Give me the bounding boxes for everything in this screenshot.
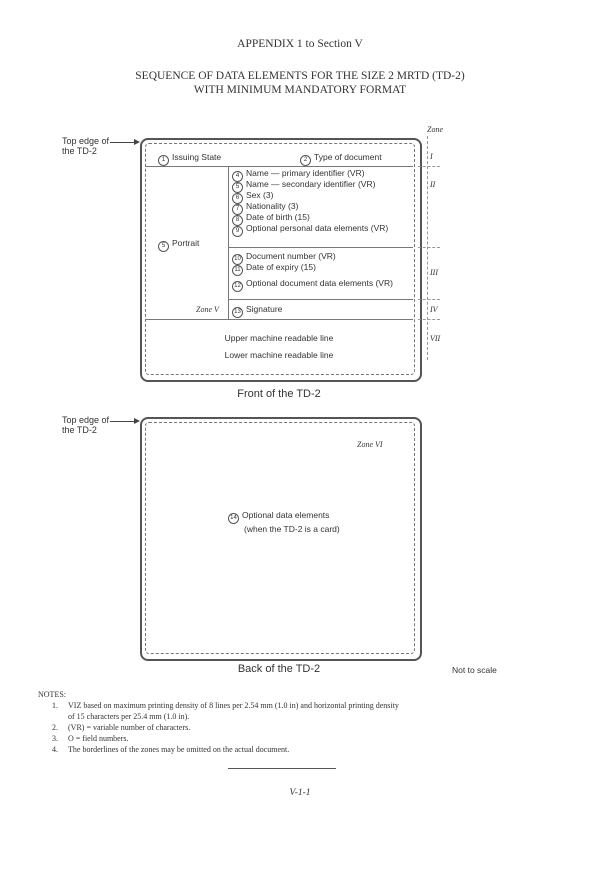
optional-data-label: Optional data elements bbox=[242, 510, 330, 520]
optional-data-elements bbox=[228, 510, 340, 535]
note-number: 2. bbox=[52, 723, 58, 732]
field-number-14: 14 bbox=[228, 513, 239, 524]
zone-ii-item bbox=[232, 179, 388, 190]
front-top-edge-label-1: Top edge of bbox=[62, 136, 110, 146]
zone-tick bbox=[418, 299, 440, 300]
zone-i-marker: I bbox=[430, 152, 433, 161]
zone-ii-divider bbox=[228, 247, 413, 248]
footer-rule bbox=[228, 768, 336, 769]
note-number: 3. bbox=[52, 734, 58, 743]
note-text: VIZ based on maximum printing density of 8 lines per 2.54 mm (1.0 in) and horizontal printing density bbox=[68, 701, 399, 710]
portrait bbox=[158, 238, 199, 249]
zone-ii-item-label: Date of birth (15) bbox=[246, 212, 310, 222]
zone-tick bbox=[418, 319, 440, 320]
issuing-state-label: Issuing State bbox=[172, 152, 222, 162]
zone-iii-items bbox=[232, 251, 393, 289]
field-number: 4 bbox=[232, 171, 243, 182]
note-item bbox=[52, 733, 572, 744]
front-top-edge-label-2: the TD-2 bbox=[62, 146, 97, 156]
zone-i-divider bbox=[145, 166, 413, 167]
note-number: 1. bbox=[52, 701, 58, 710]
zone-header: Zone bbox=[427, 125, 443, 134]
zone-ii-item-label: Name — secondary identifier (VR) bbox=[246, 179, 376, 189]
back-card-inner bbox=[145, 422, 415, 654]
zone-ii-item-label: Sex (3) bbox=[246, 190, 274, 200]
zone-ii-item bbox=[232, 190, 388, 201]
zone-tick bbox=[418, 166, 440, 167]
field-number: 6 bbox=[232, 193, 243, 204]
zone-iii-divider bbox=[228, 299, 413, 300]
zone-iv-marker: IV bbox=[430, 305, 438, 314]
zone-ii-item-label: Nationality (3) bbox=[246, 201, 299, 211]
zone-vi-label: Zone VI bbox=[357, 440, 383, 449]
signature-label: Signature bbox=[246, 304, 283, 314]
field-number: 12 bbox=[232, 281, 243, 292]
back-top-edge-label bbox=[62, 415, 109, 435]
field-number-13: 13 bbox=[232, 307, 243, 318]
title-line-1: SEQUENCE OF DATA ELEMENTS FOR THE SIZE 2 MRTD (TD-2) bbox=[135, 70, 465, 82]
zone-ii-item bbox=[232, 212, 388, 223]
field-number: 5 bbox=[232, 182, 243, 193]
zone-iii-item-label: Optional document data elements (VR) bbox=[246, 278, 393, 288]
zone-iii-item-label: Date of expiry (15) bbox=[246, 262, 316, 272]
page-number: V-1-1 bbox=[289, 788, 311, 798]
notes-list bbox=[52, 700, 572, 755]
zone-iii-item-label: Document number (VR) bbox=[246, 251, 336, 261]
note-number: 4. bbox=[52, 745, 58, 754]
field-number-2: 2 bbox=[300, 155, 311, 166]
zone-v-label: Zone V bbox=[196, 305, 219, 314]
type-of-document bbox=[300, 152, 382, 163]
optional-data-sub: (when the TD-2 is a card) bbox=[244, 524, 340, 534]
type-of-document-label: Type of document bbox=[314, 152, 382, 162]
portrait-label: Portrait bbox=[172, 238, 200, 248]
notes-header: NOTES: bbox=[38, 690, 66, 699]
zone-iii-item bbox=[232, 251, 393, 262]
title-line-2: WITH MINIMUM MANDATORY FORMAT bbox=[193, 84, 407, 96]
not-to-scale: Not to scale bbox=[452, 665, 497, 675]
issuing-state bbox=[158, 152, 221, 163]
signature bbox=[232, 304, 282, 315]
field-number: 7 bbox=[232, 204, 243, 215]
mrz-upper-line: Upper machine readable line bbox=[224, 333, 334, 343]
zone-iii-item bbox=[232, 262, 393, 273]
zone-ii-item bbox=[232, 201, 388, 212]
front-caption: Front of the TD-2 bbox=[237, 388, 321, 400]
note-item bbox=[52, 711, 572, 722]
back-caption: Back of the TD-2 bbox=[237, 663, 321, 675]
zone-vii-marker: VII bbox=[430, 334, 441, 343]
zone-ii-item bbox=[232, 168, 388, 179]
zone-vii-divider bbox=[145, 319, 413, 320]
back-top-edge-label-2: the TD-2 bbox=[62, 425, 97, 435]
portrait-divider bbox=[228, 166, 229, 319]
zone-ii-marker: II bbox=[430, 180, 436, 189]
note-text: (VR) = variable number of characters. bbox=[68, 723, 191, 732]
front-top-edge-label bbox=[62, 136, 109, 156]
zone-iii-item bbox=[232, 278, 393, 289]
zone-ii-item-label: Optional personal data elements (VR) bbox=[246, 223, 389, 233]
zone-column-line bbox=[427, 136, 428, 360]
field-number-portrait: 5 bbox=[158, 241, 169, 252]
field-number: 10 bbox=[232, 254, 243, 265]
appendix-heading: APPENDIX 1 to Section V bbox=[237, 38, 363, 50]
note-text: O = field numbers. bbox=[68, 734, 129, 743]
note-item bbox=[52, 700, 572, 711]
note-text: The borderlines of the zones may be omitted on the actual document. bbox=[68, 745, 290, 754]
note-item bbox=[52, 744, 572, 755]
mrz-lower-line: Lower machine readable line bbox=[224, 350, 334, 360]
zone-ii-item bbox=[232, 223, 388, 234]
field-number-1: 1 bbox=[158, 155, 169, 166]
note-item bbox=[52, 722, 572, 733]
zone-ii-items bbox=[232, 168, 388, 234]
field-number: 11 bbox=[232, 265, 243, 276]
field-number: 8 bbox=[232, 215, 243, 226]
zone-tick bbox=[418, 247, 440, 248]
note-text: of 15 characters per 25.4 mm (1.0 in). bbox=[68, 712, 190, 721]
field-number: 9 bbox=[232, 226, 243, 237]
zone-iii-marker: III bbox=[430, 268, 438, 277]
back-top-edge-label-1: Top edge of bbox=[62, 415, 110, 425]
zone-ii-item-label: Name — primary identifier (VR) bbox=[246, 168, 365, 178]
